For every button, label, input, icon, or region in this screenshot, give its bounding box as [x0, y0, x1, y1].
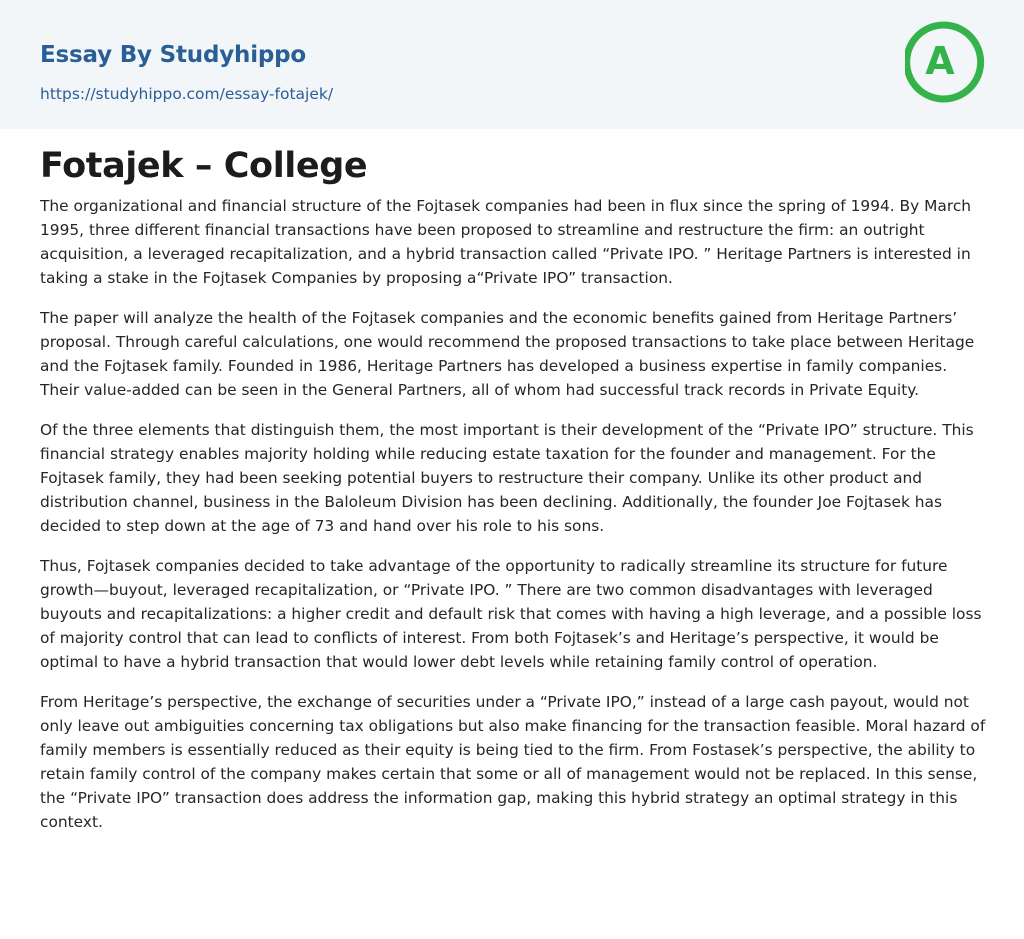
- essay-body: [40, 194, 986, 850]
- essay-paragraph: From Heritage’s perspective, the exchange of securities under a “Private IPO,” instead of a large cash payout, would not only leave out ambiguities concerning tax obligations but also make financing for the transaction feasible. Moral hazard of family members is essentially reduced as their equity is being tied to the firm. From Fostasek’s perspective, the ability to retain family control of the company makes certain that some or all of management would not be replaced. In this sense, the “Private IPO” transaction does address the information gap, making this hybrid strategy an optimal strategy in this context.: [40, 693, 986, 831]
- essay-title: Fotajek – College: [40, 146, 368, 186]
- essay-paragraph: The organizational and financial structure of the Fojtasek companies had been in flux since the spring of 1994. By March 1995, three different financial transactions have been proposed to streamline and restructure the firm: an outright acquisition, a leveraged recapitalization, and a hybrid transaction called “Private IPO. ” Heritage Partners is interested in taking a stake in the Fojtasek Companies by proposing a“Private IPO” transaction.: [40, 197, 972, 287]
- essay-paragraph: Of the three elements that distinguish them, the most important is their development of the “Private IPO” structure. This financial strategy enables majority holding while reducing estate taxation for the founder and management. For the Fojtasek family, they had been seeking potential buyers to restructure their company. Unlike its other product and distribution channel, business in the Baloleum Division has been declining. Additionally, the founder Joe Fojtasek has decided to step down at the age of 73 and hand over his role to his sons.: [40, 421, 974, 535]
- essay-paragraph: The paper will analyze the health of the Fojtasek companies and the economic benefits gained from Heritage Partners’ proposal. Through careful calculations, one would recommend the proposed transactions to take place between Heritage and the Fojtasek family. Founded in 1986, Heritage Partners has developed a business expertise in family companies. Their value-added can be seen in the General Partners, all of whom had successful track records in Private Equity.: [40, 309, 975, 399]
- essay-paragraph: Thus, Fojtasek companies decided to take advantage of the opportunity to radically streamline its structure for future growth—buyout, leveraged recapitalization, or “Private IPO. ” There are two common disadvantages with leveraged buyouts and recapitalizations: a higher credit and default risk that comes with having a high leverage, and a possible loss of majority control that can lead to conflicts of interest. From both Fojtasek’s and Heritage’s perspective, it would be optimal to have a hybrid transaction that would lower debt levels while retaining family control of operation.: [40, 557, 982, 671]
- site-title[interactable]: Essay By Studyhippo: [40, 42, 307, 68]
- studyhippo-logo-icon[interactable]: [905, 20, 987, 104]
- logo-letter: A: [925, 39, 955, 83]
- site-header: [0, 0, 1024, 129]
- essay-url-link[interactable]: https://studyhippo.com/essay-fotajek/: [40, 85, 334, 103]
